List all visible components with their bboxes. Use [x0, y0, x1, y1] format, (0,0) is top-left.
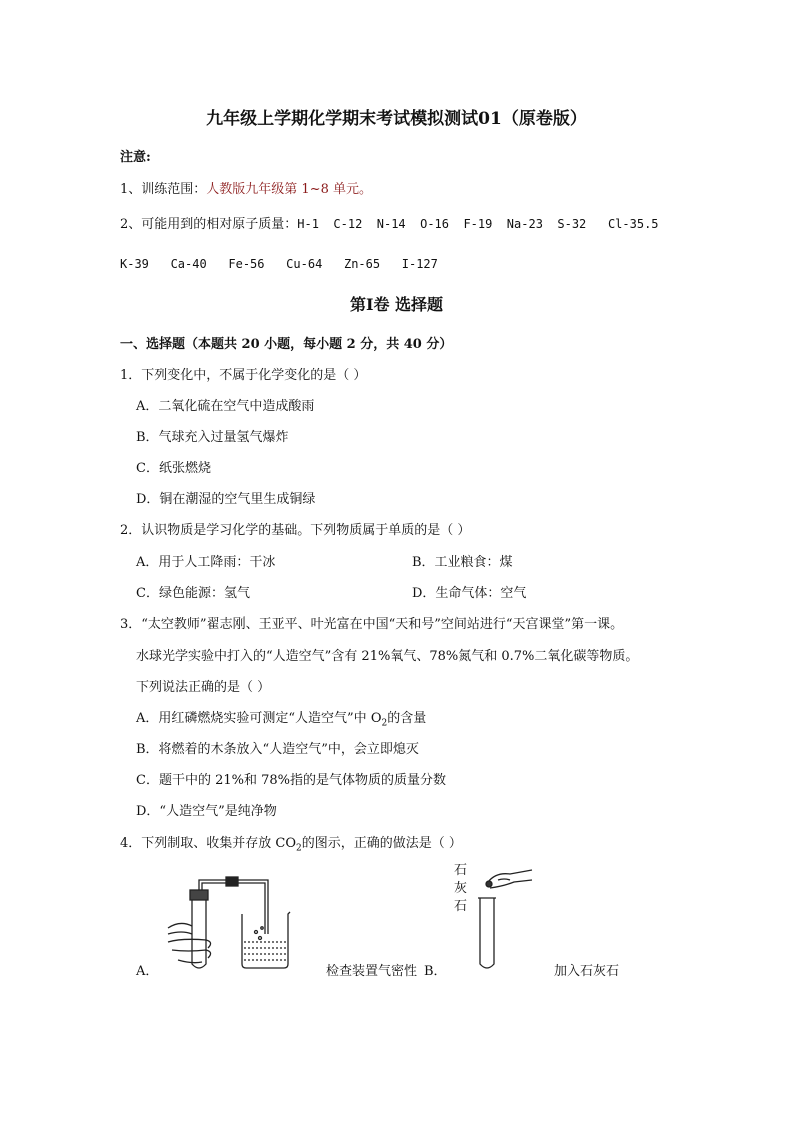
- part-heading: 一、选择题（本题共 20 小题，每小题 2 分，共 40 分）: [120, 337, 453, 352]
- atomic-masses-line-2: K-39 Ca-40 Fe-56 Cu-64 Zn-65 I-127: [120, 257, 438, 271]
- question-1-option-b: B．气球充入过量氢气爆炸: [136, 430, 289, 445]
- figure-adding-limestone: [470, 862, 540, 974]
- question-4-stem: [120, 832, 462, 854]
- notice-item-2-label: 2、可能用到的相对原子质量：: [120, 217, 298, 232]
- section-title: 第Ⅰ卷 选择题: [349, 295, 444, 314]
- question-3-stem-line-2: 水球光学实验中打入的“人造空气”含有 21%氧气、78%氮气和 0.7%二氧化碳等物质。: [136, 649, 639, 664]
- question-3-option-d: D．“人造空气”是纯净物: [136, 804, 277, 819]
- question-1-stem: 1．下列变化中，不属于化学变化的是（ ）: [120, 368, 367, 383]
- notice-item-1: [120, 178, 372, 197]
- figure-b-label-char: 石: [454, 863, 468, 878]
- question-4-option-b-label: B．: [424, 964, 447, 979]
- notice-item-1-prefix: 1、训练范围：: [120, 182, 207, 197]
- question-2-stem: 2．认识物质是学习化学的基础。下列物质属于单质的是（ ）: [120, 523, 471, 538]
- question-3-option-c: C．题干中的 21%和 78%指的是气体物质的质量分数: [136, 773, 447, 788]
- question-4-stem-suffix: 的图示，正确的做法是（ ）: [301, 836, 462, 851]
- question-3-option-a-text: A．用红磷燃烧实验可测定“人造空气”中 O: [136, 711, 382, 726]
- subscript: 2: [381, 718, 388, 729]
- question-3-option-b: B．将燃着的木条放入“人造空气”中，会立即熄灭: [136, 742, 419, 757]
- question-2-option-c: C．绿色能源：氢气: [136, 586, 250, 601]
- question-4-option-b-caption: 加入石灰石: [554, 964, 620, 979]
- question-3-stem-line-1: 3．“太空教师”翟志刚、王亚平、叶光富在中国“天和号”空间站进行“天宫课堂”第一课。: [120, 617, 624, 632]
- question-3-option-a-suffix: 的含量: [387, 711, 427, 726]
- question-1-option-d: D．铜在潮湿的空气里生成铜绿: [136, 492, 316, 507]
- question-2-option-b: B．工业粮食：煤: [412, 555, 513, 570]
- page-title: 九年级上学期化学期末考试模拟测试01（原卷版）: [206, 109, 587, 129]
- question-4-stem-text: 4．下列制取、收集并存放 CO: [120, 836, 297, 851]
- question-3-option-a: [136, 707, 426, 729]
- subscript: 2: [296, 843, 302, 854]
- question-2-option-a: A．用于人工降雨：干冰: [136, 555, 276, 570]
- figure-b-label: [454, 862, 470, 916]
- atomic-masses-line-1: H-1 C-12 N-14 O-16 F-19 Na-23 S-32 Cl-35.5: [297, 217, 659, 231]
- question-1-option-c: C．纸张燃烧: [136, 461, 211, 476]
- notice-label: 注意:: [120, 150, 151, 165]
- question-4-option-a-label: A．: [136, 964, 159, 979]
- question-2-option-d: D．生命气体：空气: [412, 586, 527, 601]
- figure-airtightness-check: [158, 868, 298, 974]
- figure-b-label-char: 灰: [454, 881, 468, 896]
- question-3-stem-line-3: 下列说法正确的是（ ）: [136, 680, 271, 695]
- question-1-option-a: A．二氧化硫在空气中造成酸雨: [136, 399, 315, 414]
- notice-item-2: [120, 213, 659, 232]
- question-4-option-a-caption: 检查装置气密性: [326, 964, 418, 979]
- notice-item-1-content: 人教版九年级第 1~8 单元。: [206, 182, 372, 197]
- figure-b-label-char: 石: [454, 899, 468, 914]
